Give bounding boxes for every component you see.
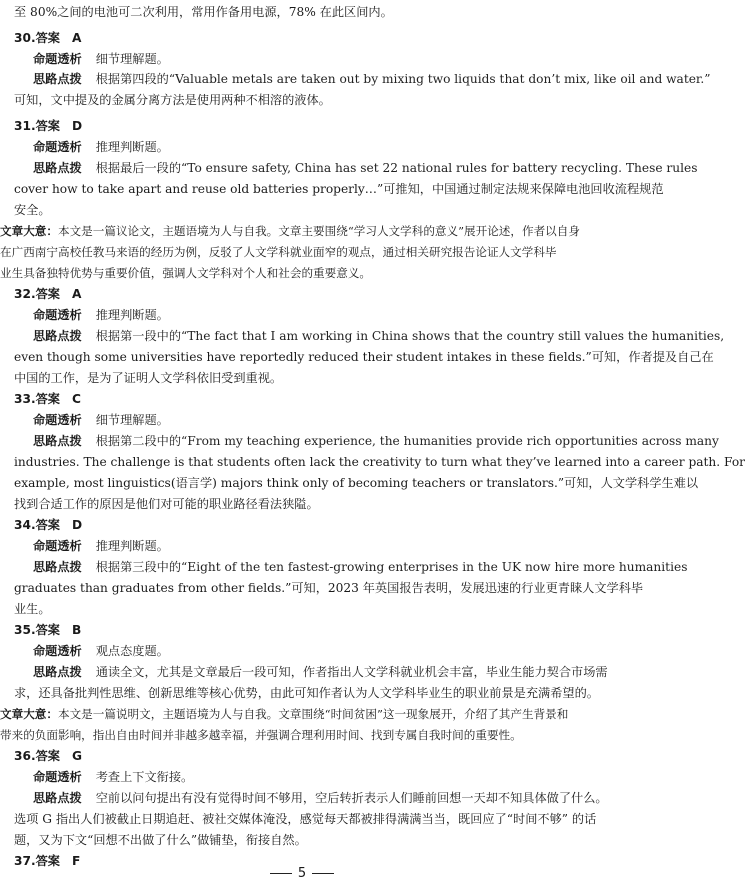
answer-value: F	[71, 854, 81, 868]
analysis-text: 推理判断题。	[95, 308, 169, 322]
analysis-text: graduates than graduates from other fields.”可知，2023 年英国报告表明，发展迅速的行业更青睐人文学科毕	[14, 581, 644, 595]
answer-value: B	[71, 623, 82, 637]
question-number: 31.	[14, 119, 36, 133]
answer-value: D	[71, 119, 83, 133]
analysis-line	[0, 307, 604, 323]
summary-text: 本文是一篇说明文，主题语境为人与自我。文章围绕“时间贫困”这一现象展开，介绍了其产生背景和	[57, 707, 569, 721]
analysis-line	[0, 664, 608, 680]
text-line	[0, 4, 604, 20]
analysis-text: 考查上下文衔接。	[95, 770, 194, 784]
question-number: 34.	[14, 518, 36, 532]
answer-value: A	[71, 31, 82, 45]
analysis-line	[0, 412, 604, 428]
analysis-label: 思路点拨	[33, 434, 82, 448]
analysis-line	[0, 538, 604, 554]
analysis-line	[0, 643, 604, 659]
analysis-text: 推理判断题。	[95, 140, 169, 154]
analysis-label: 命题透析	[33, 539, 82, 553]
question-answer-line	[0, 517, 604, 533]
question-answer-line	[0, 30, 604, 46]
analysis-text: 安全。	[14, 203, 51, 217]
analysis-label: 思路点拨	[33, 560, 82, 574]
analysis-text: 题，又为下文“回想不出做了什么”做铺垫，衔接自然。	[14, 833, 307, 847]
analysis-text: 根据第一段中的“The fact that I am working in China shows that the country still values the humanities,	[95, 329, 725, 343]
analysis-continuation	[0, 580, 644, 596]
analysis-label: 思路点拨	[33, 329, 82, 343]
analysis-label: 思路点拨	[33, 161, 82, 175]
analysis-text: 找到合适工作的原因是他们对可能的职业路径看法狭隘。	[14, 497, 319, 511]
analysis-text: 根据第三段中的“Eight of the ten fastest-growing enterprises in the UK now hire more humanities	[95, 560, 688, 574]
analysis-text: 通读全文，尤其是文章最后一段可知，作者指出人文学科就业机会丰富，毕业生能力契合市场需	[95, 665, 608, 679]
analysis-text: 空前以问句提出有没有觉得时间不够用，空后转折表示人们睡前回想一天却不知具体做了什么。	[95, 791, 608, 805]
analysis-continuation	[0, 685, 604, 701]
analysis-text: example, most linguistics(语言学) majors think only of becoming teachers or translators.”可知，人文学科学生难以	[14, 476, 699, 490]
analysis-continuation	[0, 92, 604, 108]
summary-continuation	[0, 244, 604, 260]
analysis-text: industries. The challenge is that students often lack the creativity to turn what they’ve learned into a career path. For	[14, 455, 745, 469]
analysis-line	[0, 769, 604, 785]
analysis-text: even though some universities have reportedly reduced their student intakes in these fields.”可知，作者提及自己在	[14, 350, 714, 364]
analysis-continuation	[0, 349, 714, 365]
analysis-continuation	[0, 202, 604, 218]
summary-text: 在广西南宁高校任教马来语的经历为例，反驳了人文学科就业面窄的观点，通过相关研究报告论证人文学科毕	[0, 245, 557, 259]
summary-text: 业生具备独特优势与重要价值，强调人文学科对个人和社会的重要意义。	[0, 266, 372, 280]
analysis-label: 命题透析	[33, 140, 82, 154]
analysis-label: 命题透析	[33, 644, 82, 658]
footer-dash-left	[270, 873, 292, 874]
question-number: 35.	[14, 623, 36, 637]
answer-label: 答案	[35, 623, 60, 637]
analysis-line	[0, 51, 604, 67]
analysis-label: 命题透析	[33, 52, 82, 66]
summary-line	[0, 706, 604, 722]
analysis-continuation	[0, 811, 604, 827]
analysis-label: 思路点拨	[33, 72, 82, 86]
analysis-continuation	[0, 475, 699, 491]
summary-line	[0, 223, 604, 239]
question-number: 30.	[14, 31, 36, 45]
analysis-label: 思路点拨	[33, 791, 82, 805]
analysis-line	[0, 71, 711, 87]
analysis-continuation	[0, 370, 604, 386]
answer-label: 答案	[35, 518, 60, 532]
analysis-label: 命题透析	[33, 770, 82, 784]
summary-label: 文章大意：	[0, 707, 58, 721]
analysis-text: 根据第四段的“Valuable metals are taken out by mixing two liquids that don’t mix, like oil and water.”	[95, 72, 711, 86]
question-answer-line	[0, 622, 604, 638]
question-number: 37.	[14, 854, 36, 868]
question-answer-line	[0, 748, 604, 764]
analysis-text: 求，还具备批判性思维、创新思维等核心优势，由此可知作者认为人文学科毕业生的职业前景是充满希望的。	[14, 686, 599, 700]
page-footer	[0, 866, 604, 881]
answer-label: 答案	[35, 854, 60, 868]
analysis-line	[0, 559, 688, 575]
answer-value: A	[71, 287, 82, 301]
analysis-text: 根据最后一段的“To ensure safety, China has set 22 national rules for battery recycling. These rules	[95, 161, 698, 175]
analysis-line	[0, 160, 698, 176]
analysis-text: 业生。	[14, 602, 51, 616]
page-number: 5	[297, 866, 307, 881]
answer-value: G	[71, 749, 82, 763]
answer-value: D	[71, 518, 83, 532]
answer-label: 答案	[35, 31, 60, 45]
analysis-continuation	[0, 601, 604, 617]
analysis-continuation	[0, 454, 745, 470]
analysis-line	[0, 790, 608, 806]
analysis-text: 推理判断题。	[95, 539, 169, 553]
answer-value: C	[71, 392, 81, 406]
question-answer-line	[0, 391, 604, 407]
answer-label: 答案	[35, 119, 60, 133]
question-number: 32.	[14, 287, 36, 301]
analysis-continuation	[0, 181, 664, 197]
analysis-line	[0, 139, 604, 155]
question-number: 36.	[14, 749, 36, 763]
analysis-text: 可知，文中提及的金属分离方法是使用两种不相溶的液体。	[14, 93, 331, 107]
analysis-label: 命题透析	[33, 308, 82, 322]
summary-label: 文章大意：	[0, 224, 58, 238]
analysis-text: 根据第二段中的“From my teaching experience, the humanities provide rich opportunities across many	[95, 434, 719, 448]
summary-continuation	[0, 265, 604, 281]
answer-label: 答案	[35, 392, 60, 406]
question-number: 33.	[14, 392, 36, 406]
summary-text: 带来的负面影响，指出自由时间并非越多越幸福，并强调合理利用时间、找到专属自我时间的重要性。	[0, 728, 522, 742]
analysis-text: 观点态度题。	[95, 644, 169, 658]
summary-text: 本文是一篇议论文，主题语境为人与自我。文章主要围绕“学习人文学科的意义”展开论述，作者以自身	[57, 224, 580, 238]
analysis-line	[0, 328, 725, 344]
summary-continuation	[0, 727, 604, 743]
analysis-text: 中国的工作，是为了证明人文学科依旧受到重视。	[14, 371, 283, 385]
analysis-text: cover how to take apart and reuse old batteries properly…”可推知，中国通过制定法规来保障电池回收流程规范	[14, 182, 664, 196]
analysis-text: 细节理解题。	[95, 413, 169, 427]
question-answer-line	[0, 118, 604, 134]
analysis-line	[0, 433, 719, 449]
question-answer-line	[0, 286, 604, 302]
footer-dash-right	[312, 873, 334, 874]
analysis-label: 思路点拨	[33, 665, 82, 679]
answer-label: 答案	[35, 287, 60, 301]
body-text: 至 80%之间的电池可二次利用，常用作备用电源，78% 在此区间内。	[14, 5, 393, 19]
analysis-label: 命题透析	[33, 413, 82, 427]
analysis-text: 选项 G 指出人们被截止日期追赶、被社交媒体淹没，感觉每天都被排得满满当当，既回应了“时间不够” 的话	[14, 812, 597, 826]
analysis-continuation	[0, 496, 604, 512]
analysis-continuation	[0, 832, 604, 848]
answer-label: 答案	[35, 749, 60, 763]
analysis-text: 细节理解题。	[95, 52, 169, 66]
